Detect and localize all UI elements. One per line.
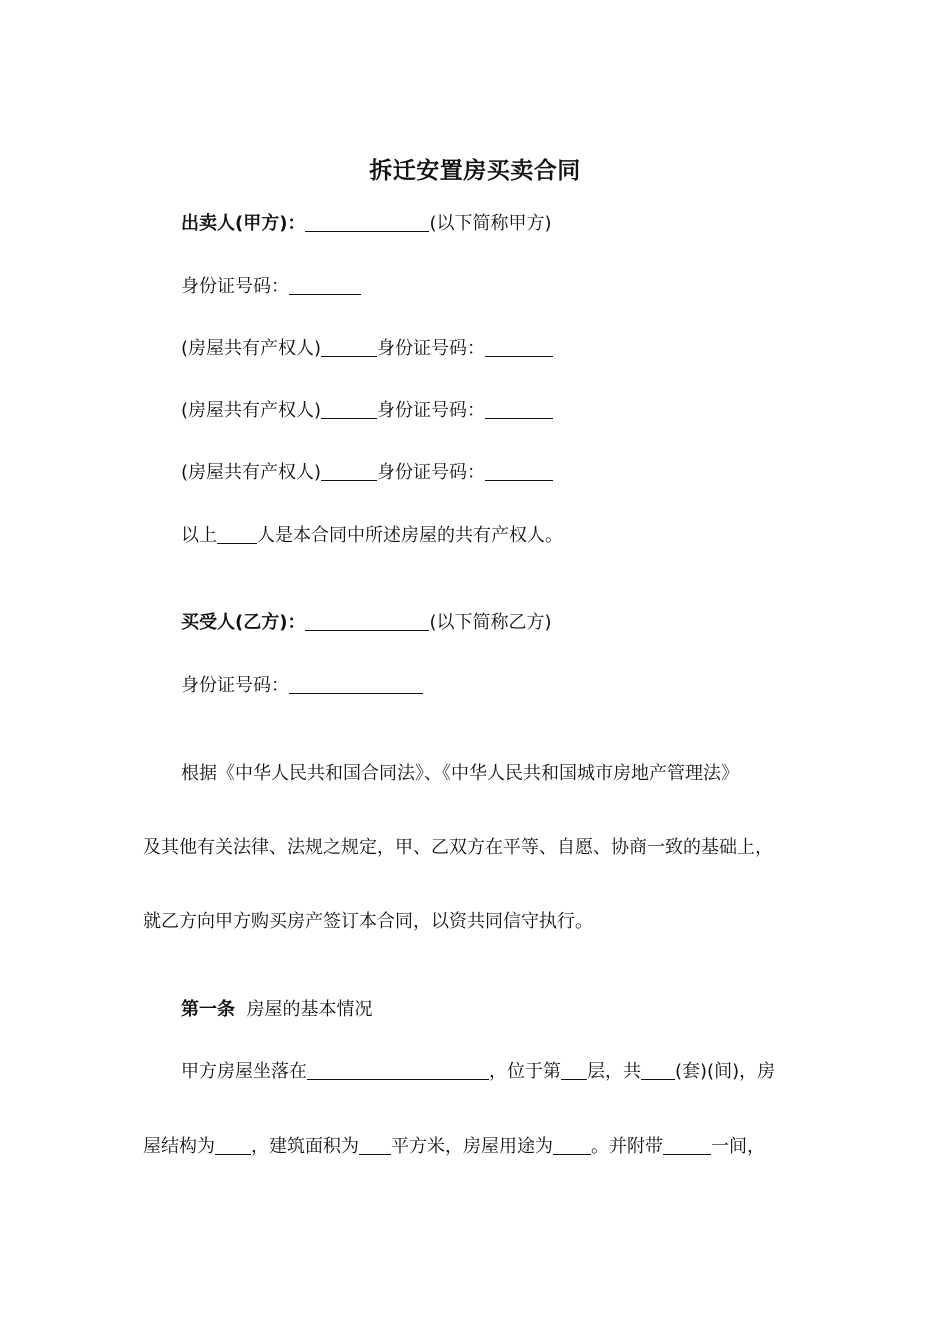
co-owner-label: (房屋共有产权人) xyxy=(181,338,322,359)
buyer-id-blank xyxy=(289,675,423,694)
usage-blank xyxy=(553,1136,591,1155)
area-label: ，建筑面积为 xyxy=(251,1136,359,1157)
total-label: 层，共 xyxy=(587,1061,641,1082)
seller-id-blank xyxy=(289,276,361,295)
floor-blank xyxy=(561,1061,587,1080)
seller-id-line xyxy=(181,274,361,300)
co-owner-line-2 xyxy=(181,398,553,424)
article-1-heading-line xyxy=(181,997,372,1023)
co-owner-label: (房屋共有产权人) xyxy=(181,462,322,483)
co-owner-line-1 xyxy=(181,336,553,362)
article-1-title: 房屋的基本情况 xyxy=(246,999,373,1020)
buyer-name-blank xyxy=(305,612,429,631)
buyer-label: 买受人(乙方)： xyxy=(181,612,306,633)
unit-suffix: (套)(间)，房 xyxy=(675,1061,776,1082)
location-label: 甲方房屋坐落在 xyxy=(181,1061,307,1082)
seller-label: 出卖人(甲方)： xyxy=(181,213,306,234)
usage-label: 平方米，房屋用途为 xyxy=(391,1136,553,1157)
co-owner-name-blank xyxy=(321,400,377,419)
attached-blank xyxy=(663,1136,711,1155)
preamble-line-1: 根据《中华人民共和国合同法》、《中华人民共和国城市房地产管理法》 xyxy=(181,763,739,784)
attached-label: 。并附带 xyxy=(591,1136,663,1157)
article-1-number: 第一条 xyxy=(181,999,235,1020)
co-owner-name-blank xyxy=(321,338,377,357)
structure-blank xyxy=(215,1136,251,1155)
co-owner-id-blank xyxy=(485,400,553,419)
buyer-suffix: (以下简称乙方) xyxy=(429,612,552,633)
co-owner-id-blank xyxy=(485,462,553,481)
co-owner-summary xyxy=(181,523,563,549)
preamble-line-2: 及其他有关法律、法规之规定，甲、乙双方在平等、自愿、协商一致的基础上， xyxy=(143,837,773,858)
seller-suffix: (以下简称甲方) xyxy=(429,213,552,234)
co-owner-name-blank xyxy=(321,462,377,481)
owner-count-blank xyxy=(217,525,257,544)
structure-label: 屋结构为 xyxy=(143,1136,215,1157)
article-1-line-1 xyxy=(181,1059,775,1085)
document-title: 拆迁安置房买卖合同 xyxy=(369,158,581,184)
buyer-id-label: 身份证号码： xyxy=(181,675,289,696)
co-owner-id-blank xyxy=(485,338,553,357)
article-1-line-2 xyxy=(143,1134,765,1160)
preamble-line-3: 就乙方向甲方购买房产签订本合同，以资共同信守执行。 xyxy=(143,911,593,932)
co-owner-label: (房屋共有产权人) xyxy=(181,400,322,421)
buyer-id-line xyxy=(181,673,423,699)
unit-count-blank xyxy=(641,1061,675,1080)
attached-suffix: 一间， xyxy=(711,1136,765,1157)
co-owner-line-3 xyxy=(181,460,553,486)
co-owner-id-label: 身份证号码： xyxy=(377,338,486,359)
seller-name-blank xyxy=(305,213,429,232)
area-blank xyxy=(359,1136,391,1155)
summary-suffix: 人是本合同中所述房屋的共有产权人。 xyxy=(257,525,563,546)
buyer-line xyxy=(181,610,552,636)
location-blank xyxy=(307,1061,489,1080)
co-owner-id-label: 身份证号码： xyxy=(377,400,486,421)
seller-id-label: 身份证号码： xyxy=(181,276,289,297)
summary-prefix: 以上 xyxy=(181,525,217,546)
co-owner-id-label: 身份证号码： xyxy=(377,462,486,483)
seller-line xyxy=(181,211,552,237)
floor-label: ，位于第 xyxy=(489,1061,561,1082)
